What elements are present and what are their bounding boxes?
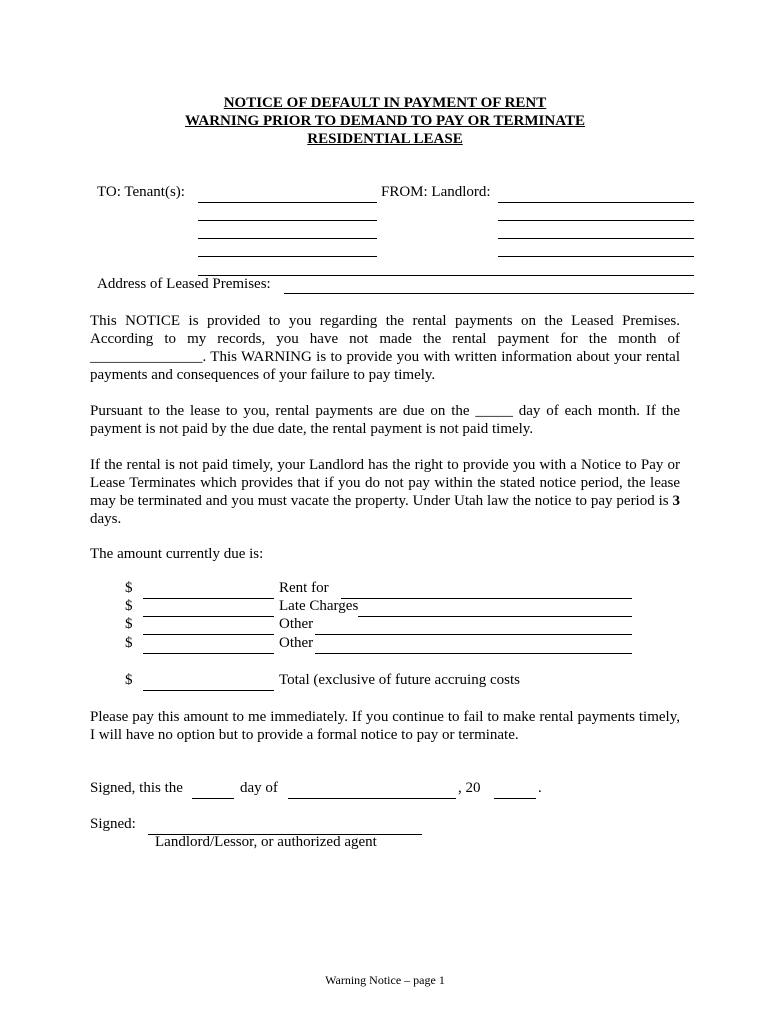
total-amount-field[interactable] <box>143 674 274 691</box>
payment-request-paragraph: Please pay this amount to me immediately. If you continue to fail to make rental payments timely, I will have no option but to provide a formal notice to pay or terminate. <box>90 709 680 743</box>
day-of-label: day of <box>240 780 278 796</box>
other-label-1: Other <box>279 616 314 632</box>
signed-day-field[interactable] <box>192 782 234 799</box>
document-title: NOTICE OF DEFAULT IN PAYMENT OF RENT <box>223 95 547 111</box>
notice-text-a: This NOTICE is provided to you regarding the rental payments on the Leased Premises. According to my records, you have not made the rental payment for the month of <box>90 313 680 347</box>
late-charges-label: Late Charges <box>279 598 359 614</box>
page-footer: Warning Notice – page 1 <box>325 973 445 987</box>
tenant-name-field-1[interactable] <box>198 186 377 203</box>
notice-paragraph <box>90 312 680 384</box>
late-charges-description-field[interactable] <box>358 600 632 617</box>
notice-days-count: 3 <box>672 493 681 509</box>
rent-amount-field[interactable] <box>143 582 274 599</box>
signed-year-field[interactable] <box>494 782 536 799</box>
total-label: Total (exclusive of future accruing costs <box>279 672 520 688</box>
signature-field[interactable] <box>148 818 422 835</box>
other-amount-field-1[interactable] <box>143 618 274 635</box>
due-text-a: Pursuant to the lease to you, rental payments are due on the <box>90 403 470 419</box>
address-line-1[interactable] <box>198 259 694 276</box>
landlord-name-field-4[interactable] <box>498 240 694 257</box>
landlord-name-field-1[interactable] <box>498 186 694 203</box>
rent-description-field[interactable] <box>341 582 632 599</box>
other-description-field-2[interactable] <box>315 637 632 654</box>
dollar-sign: $ <box>125 672 133 688</box>
tenant-name-field-4[interactable] <box>198 240 377 257</box>
other-amount-field-2[interactable] <box>143 637 274 654</box>
dollar-sign: $ <box>125 580 133 596</box>
tenant-name-field-3[interactable] <box>198 222 377 239</box>
other-label-2: Other <box>279 635 314 651</box>
due-text-b: day of each month. If the payment is not paid by the due date, the rental payment is not paid timely. <box>90 403 680 437</box>
notice-text-b: . This WARNING is to provide you with written information about your rental payments and consequences of your failure to pay timely. <box>90 349 680 383</box>
due-date-paragraph <box>90 402 680 438</box>
dollar-sign: $ <box>125 635 133 651</box>
period-mark: . <box>538 780 542 796</box>
dollar-sign: $ <box>125 616 133 632</box>
rent-label: Rent for <box>279 580 329 596</box>
late-charges-amount-field[interactable] <box>143 600 274 617</box>
rights-text-a: If the rental is not paid timely, your Landlord has the right to provide you with a Notice to Pay or Lease Terminates which provides that if you do not pay within the stated notice period, the lease may be terminated and you must vacate the property. Under Utah law the notice to pay period is <box>90 457 680 509</box>
rights-text-b: days. <box>90 511 122 527</box>
from-landlord-label: FROM: Landlord: <box>381 184 491 200</box>
signed-label: Signed: <box>90 816 136 832</box>
address-label: Address of Leased Premises: <box>97 276 271 292</box>
landlord-name-field-3[interactable] <box>498 222 694 239</box>
address-line-2[interactable] <box>284 277 694 294</box>
dollar-sign: $ <box>125 598 133 614</box>
document-subtitle: WARNING PRIOR TO DEMAND TO PAY OR TERMINATE <box>185 113 585 129</box>
month-blank[interactable]: _______________ <box>90 349 203 365</box>
tenant-name-field-2[interactable] <box>198 204 377 221</box>
amount-due-heading: The amount currently due is: <box>90 546 264 562</box>
due-day-blank[interactable]: _____ <box>475 403 513 419</box>
landlord-name-field-2[interactable] <box>498 204 694 221</box>
other-description-field-1[interactable] <box>315 618 632 635</box>
signed-this-label: Signed, this the <box>90 780 183 796</box>
year-prefix-label: , 20 <box>458 780 481 796</box>
signed-month-field[interactable] <box>288 782 456 799</box>
signer-caption: Landlord/Lessor, or authorized agent <box>155 834 377 850</box>
document-type: RESIDENTIAL LEASE <box>307 131 463 147</box>
to-tenants-label: TO: Tenant(s): <box>97 184 185 200</box>
rights-paragraph <box>90 456 680 528</box>
